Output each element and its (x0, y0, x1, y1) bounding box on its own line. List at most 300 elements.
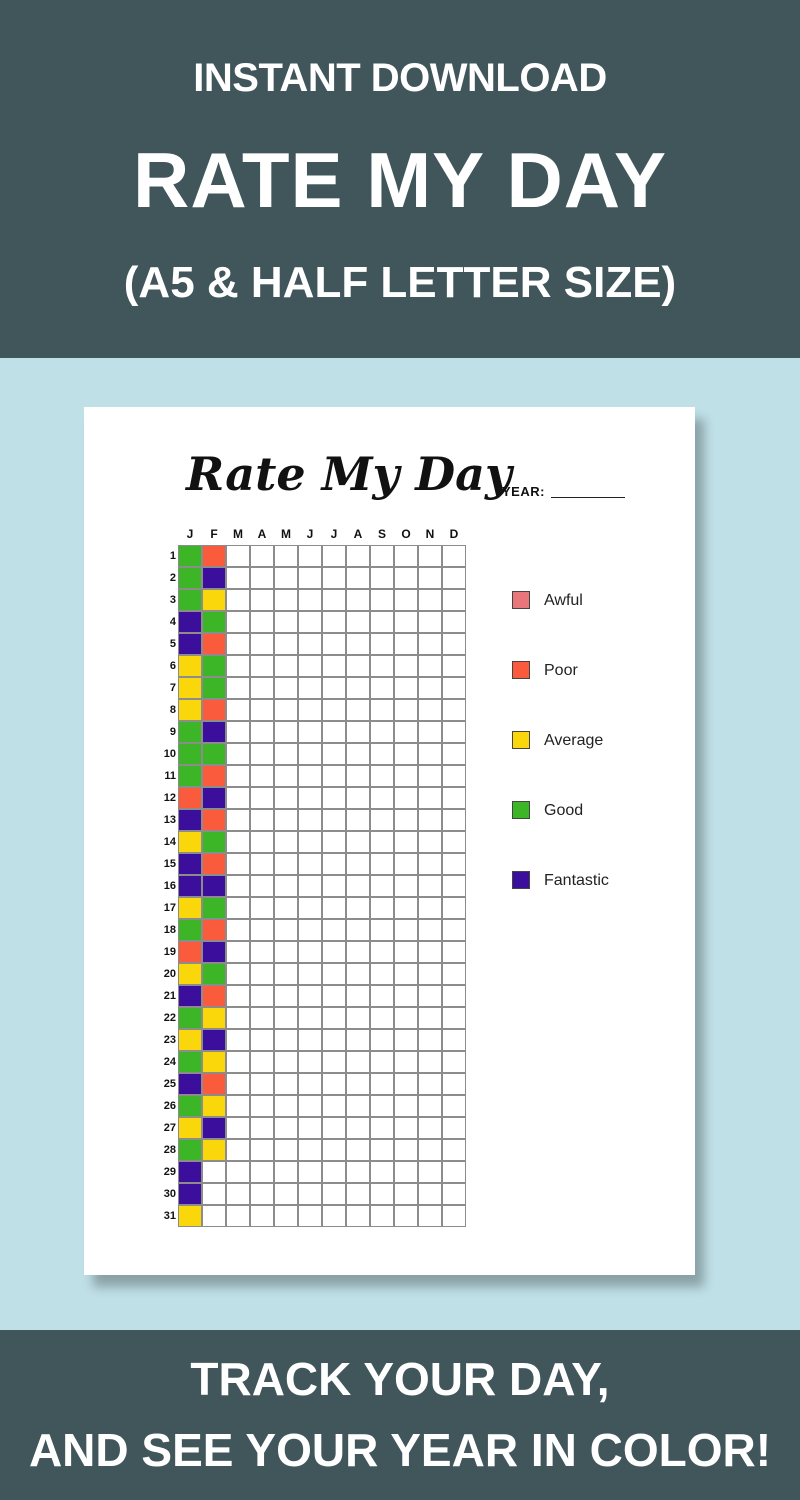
day-cell[interactable] (178, 1139, 202, 1161)
day-cell[interactable] (202, 853, 226, 875)
day-cell[interactable] (202, 875, 226, 897)
day-cell[interactable] (394, 787, 418, 809)
day-cell[interactable] (250, 1117, 274, 1139)
day-cell[interactable] (346, 589, 370, 611)
day-cell[interactable] (346, 919, 370, 941)
day-cell[interactable] (250, 567, 274, 589)
day-cell[interactable] (346, 963, 370, 985)
day-cell[interactable] (250, 1007, 274, 1029)
day-cell[interactable] (442, 875, 466, 897)
day-cell[interactable] (346, 1117, 370, 1139)
day-cell[interactable] (202, 831, 226, 853)
day-cell[interactable] (394, 1029, 418, 1051)
day-cell[interactable] (298, 809, 322, 831)
day-cell[interactable] (418, 611, 442, 633)
day-cell[interactable] (250, 743, 274, 765)
day-cell[interactable] (274, 721, 298, 743)
day-cell[interactable] (178, 721, 202, 743)
day-cell[interactable] (250, 831, 274, 853)
day-cell[interactable] (394, 1139, 418, 1161)
day-cell[interactable] (274, 875, 298, 897)
day-cell[interactable] (394, 897, 418, 919)
day-cell[interactable] (250, 1139, 274, 1161)
day-cell[interactable] (418, 765, 442, 787)
day-cell[interactable] (178, 655, 202, 677)
day-cell[interactable] (178, 963, 202, 985)
day-cell[interactable] (250, 1095, 274, 1117)
day-cell[interactable] (322, 611, 346, 633)
day-cell[interactable] (394, 655, 418, 677)
day-cell[interactable] (442, 1139, 466, 1161)
day-cell[interactable] (322, 1183, 346, 1205)
day-cell[interactable] (322, 1007, 346, 1029)
day-cell[interactable] (298, 589, 322, 611)
day-cell[interactable] (346, 1051, 370, 1073)
day-cell[interactable] (394, 611, 418, 633)
day-cell[interactable] (202, 699, 226, 721)
day-cell[interactable] (226, 963, 250, 985)
day-cell[interactable] (370, 897, 394, 919)
day-cell[interactable] (250, 1029, 274, 1051)
day-cell[interactable] (178, 1029, 202, 1051)
day-cell[interactable] (418, 567, 442, 589)
day-cell[interactable] (274, 1029, 298, 1051)
day-cell[interactable] (370, 1139, 394, 1161)
day-cell[interactable] (274, 567, 298, 589)
day-cell[interactable] (418, 831, 442, 853)
day-cell[interactable] (274, 1007, 298, 1029)
day-cell[interactable] (202, 611, 226, 633)
day-cell[interactable] (322, 633, 346, 655)
day-cell[interactable] (202, 787, 226, 809)
day-cell[interactable] (250, 963, 274, 985)
day-cell[interactable] (250, 545, 274, 567)
day-cell[interactable] (250, 985, 274, 1007)
day-cell[interactable] (346, 633, 370, 655)
day-cell[interactable] (226, 1051, 250, 1073)
day-cell[interactable] (322, 655, 346, 677)
day-cell[interactable] (226, 809, 250, 831)
day-cell[interactable] (250, 809, 274, 831)
day-cell[interactable] (226, 677, 250, 699)
day-cell[interactable] (394, 567, 418, 589)
day-cell[interactable] (322, 985, 346, 1007)
day-cell[interactable] (250, 611, 274, 633)
day-cell[interactable] (250, 919, 274, 941)
day-cell[interactable] (178, 853, 202, 875)
day-cell[interactable] (202, 1095, 226, 1117)
day-cell[interactable] (418, 1095, 442, 1117)
day-cell[interactable] (226, 721, 250, 743)
day-cell[interactable] (226, 545, 250, 567)
day-cell[interactable] (370, 633, 394, 655)
day-cell[interactable] (202, 677, 226, 699)
day-cell[interactable] (346, 853, 370, 875)
day-cell[interactable] (346, 699, 370, 721)
day-cell[interactable] (274, 699, 298, 721)
day-cell[interactable] (202, 721, 226, 743)
day-cell[interactable] (202, 941, 226, 963)
day-cell[interactable] (370, 985, 394, 1007)
day-cell[interactable] (346, 1007, 370, 1029)
day-cell[interactable] (274, 655, 298, 677)
day-cell[interactable] (394, 699, 418, 721)
day-cell[interactable] (394, 985, 418, 1007)
day-cell[interactable] (322, 941, 346, 963)
day-cell[interactable] (226, 787, 250, 809)
day-cell[interactable] (274, 985, 298, 1007)
day-cell[interactable] (202, 743, 226, 765)
day-cell[interactable] (442, 655, 466, 677)
day-cell[interactable] (226, 985, 250, 1007)
day-cell[interactable] (226, 589, 250, 611)
day-cell[interactable] (418, 1073, 442, 1095)
day-cell[interactable] (202, 985, 226, 1007)
day-cell[interactable] (274, 633, 298, 655)
day-cell[interactable] (370, 765, 394, 787)
day-cell[interactable] (418, 919, 442, 941)
day-cell[interactable] (442, 941, 466, 963)
day-cell[interactable] (322, 831, 346, 853)
day-cell[interactable] (418, 743, 442, 765)
day-cell[interactable] (442, 721, 466, 743)
day-cell[interactable] (394, 875, 418, 897)
day-cell[interactable] (346, 545, 370, 567)
day-cell[interactable] (322, 919, 346, 941)
day-cell[interactable] (226, 765, 250, 787)
day-cell[interactable] (370, 1095, 394, 1117)
day-cell[interactable] (298, 1161, 322, 1183)
day-cell[interactable] (346, 1073, 370, 1095)
day-cell[interactable] (298, 1117, 322, 1139)
day-cell[interactable] (346, 787, 370, 809)
day-cell[interactable] (370, 743, 394, 765)
day-cell[interactable] (418, 1029, 442, 1051)
day-cell[interactable] (418, 1007, 442, 1029)
day-cell[interactable] (226, 919, 250, 941)
day-cell[interactable] (346, 677, 370, 699)
day-cell[interactable] (418, 633, 442, 655)
day-cell[interactable] (274, 1183, 298, 1205)
day-cell[interactable] (370, 787, 394, 809)
day-cell[interactable] (178, 1117, 202, 1139)
day-cell[interactable] (274, 677, 298, 699)
day-cell[interactable] (442, 765, 466, 787)
day-cell[interactable] (274, 853, 298, 875)
day-cell[interactable] (442, 985, 466, 1007)
day-cell[interactable] (298, 787, 322, 809)
day-cell[interactable] (442, 963, 466, 985)
day-cell[interactable] (442, 1183, 466, 1205)
day-cell[interactable] (298, 919, 322, 941)
day-cell[interactable] (274, 589, 298, 611)
day-cell[interactable] (298, 765, 322, 787)
day-cell[interactable] (274, 1161, 298, 1183)
day-cell[interactable] (250, 1161, 274, 1183)
day-cell[interactable] (250, 765, 274, 787)
day-cell[interactable] (346, 1183, 370, 1205)
day-cell[interactable] (202, 963, 226, 985)
day-cell[interactable] (250, 941, 274, 963)
day-cell[interactable] (322, 1095, 346, 1117)
day-cell[interactable] (202, 765, 226, 787)
day-cell[interactable] (178, 1051, 202, 1073)
day-cell[interactable] (274, 743, 298, 765)
day-cell[interactable] (298, 1073, 322, 1095)
day-cell[interactable] (298, 567, 322, 589)
day-cell[interactable] (178, 919, 202, 941)
day-cell[interactable] (370, 1007, 394, 1029)
day-cell[interactable] (370, 611, 394, 633)
day-cell[interactable] (370, 1073, 394, 1095)
day-cell[interactable] (298, 941, 322, 963)
day-cell[interactable] (394, 941, 418, 963)
day-cell[interactable] (418, 941, 442, 963)
day-cell[interactable] (394, 809, 418, 831)
day-cell[interactable] (250, 1205, 274, 1227)
day-cell[interactable] (322, 721, 346, 743)
day-cell[interactable] (298, 677, 322, 699)
day-cell[interactable] (394, 1095, 418, 1117)
day-cell[interactable] (394, 545, 418, 567)
day-cell[interactable] (394, 1183, 418, 1205)
day-cell[interactable] (298, 1183, 322, 1205)
day-cell[interactable] (322, 1205, 346, 1227)
day-cell[interactable] (226, 1029, 250, 1051)
day-cell[interactable] (178, 589, 202, 611)
day-cell[interactable] (226, 655, 250, 677)
day-cell[interactable] (322, 875, 346, 897)
day-cell[interactable] (346, 567, 370, 589)
day-cell[interactable] (298, 655, 322, 677)
day-cell[interactable] (394, 589, 418, 611)
day-cell[interactable] (178, 1161, 202, 1183)
day-cell[interactable] (322, 787, 346, 809)
day-cell[interactable] (202, 1117, 226, 1139)
day-cell[interactable] (346, 655, 370, 677)
day-cell[interactable] (442, 831, 466, 853)
day-cell[interactable] (178, 875, 202, 897)
day-cell[interactable] (274, 787, 298, 809)
day-cell[interactable] (442, 567, 466, 589)
day-cell[interactable] (202, 809, 226, 831)
day-cell[interactable] (274, 1073, 298, 1095)
day-cell[interactable] (178, 809, 202, 831)
day-cell[interactable] (226, 941, 250, 963)
day-cell[interactable] (226, 1205, 250, 1227)
day-cell[interactable] (418, 809, 442, 831)
day-cell[interactable] (418, 787, 442, 809)
day-cell[interactable] (370, 589, 394, 611)
day-cell[interactable] (274, 919, 298, 941)
day-cell[interactable] (418, 963, 442, 985)
day-cell[interactable] (226, 831, 250, 853)
day-cell[interactable] (226, 567, 250, 589)
day-cell[interactable] (442, 787, 466, 809)
day-cell[interactable] (322, 589, 346, 611)
day-cell[interactable] (322, 1073, 346, 1095)
day-cell[interactable] (322, 1029, 346, 1051)
day-cell[interactable] (394, 721, 418, 743)
day-cell[interactable] (418, 853, 442, 875)
day-cell[interactable] (298, 1095, 322, 1117)
day-cell[interactable] (226, 853, 250, 875)
day-cell[interactable] (250, 721, 274, 743)
day-cell[interactable] (394, 853, 418, 875)
day-cell[interactable] (298, 611, 322, 633)
day-cell[interactable] (226, 1117, 250, 1139)
day-cell[interactable] (442, 743, 466, 765)
day-cell[interactable] (442, 677, 466, 699)
day-cell[interactable] (442, 1117, 466, 1139)
day-cell[interactable] (346, 875, 370, 897)
day-cell[interactable] (322, 1161, 346, 1183)
day-cell[interactable] (370, 1205, 394, 1227)
day-cell[interactable] (370, 1161, 394, 1183)
day-cell[interactable] (274, 1051, 298, 1073)
day-cell[interactable] (178, 765, 202, 787)
day-cell[interactable] (418, 1051, 442, 1073)
day-cell[interactable] (322, 1051, 346, 1073)
day-cell[interactable] (250, 655, 274, 677)
day-cell[interactable] (442, 589, 466, 611)
day-cell[interactable] (442, 633, 466, 655)
day-cell[interactable] (178, 941, 202, 963)
day-cell[interactable] (250, 589, 274, 611)
day-cell[interactable] (418, 1161, 442, 1183)
day-cell[interactable] (298, 721, 322, 743)
day-cell[interactable] (298, 1051, 322, 1073)
day-cell[interactable] (298, 1205, 322, 1227)
day-cell[interactable] (226, 1139, 250, 1161)
day-cell[interactable] (274, 1139, 298, 1161)
day-cell[interactable] (178, 611, 202, 633)
day-cell[interactable] (394, 677, 418, 699)
day-cell[interactable] (442, 919, 466, 941)
day-cell[interactable] (394, 1161, 418, 1183)
day-cell[interactable] (250, 1073, 274, 1095)
day-cell[interactable] (298, 699, 322, 721)
day-cell[interactable] (394, 1205, 418, 1227)
day-cell[interactable] (322, 809, 346, 831)
day-cell[interactable] (418, 1183, 442, 1205)
day-cell[interactable] (370, 919, 394, 941)
day-cell[interactable] (298, 985, 322, 1007)
day-cell[interactable] (346, 611, 370, 633)
day-cell[interactable] (202, 1051, 226, 1073)
day-cell[interactable] (394, 1051, 418, 1073)
day-cell[interactable] (298, 545, 322, 567)
day-cell[interactable] (322, 1117, 346, 1139)
day-cell[interactable] (178, 699, 202, 721)
day-cell[interactable] (226, 897, 250, 919)
day-cell[interactable] (418, 677, 442, 699)
day-cell[interactable] (394, 743, 418, 765)
day-cell[interactable] (442, 897, 466, 919)
day-cell[interactable] (226, 1161, 250, 1183)
day-cell[interactable] (226, 611, 250, 633)
day-cell[interactable] (298, 875, 322, 897)
day-cell[interactable] (178, 1205, 202, 1227)
day-cell[interactable] (274, 897, 298, 919)
day-cell[interactable] (346, 1161, 370, 1183)
day-cell[interactable] (178, 545, 202, 567)
day-cell[interactable] (394, 1073, 418, 1095)
day-cell[interactable] (274, 809, 298, 831)
day-cell[interactable] (202, 1205, 226, 1227)
day-cell[interactable] (322, 897, 346, 919)
day-cell[interactable] (442, 853, 466, 875)
day-cell[interactable] (178, 787, 202, 809)
day-cell[interactable] (226, 875, 250, 897)
day-cell[interactable] (226, 743, 250, 765)
day-cell[interactable] (226, 1095, 250, 1117)
day-cell[interactable] (178, 743, 202, 765)
day-cell[interactable] (346, 831, 370, 853)
day-cell[interactable] (226, 1007, 250, 1029)
day-cell[interactable] (202, 655, 226, 677)
day-cell[interactable] (178, 1095, 202, 1117)
day-cell[interactable] (346, 1139, 370, 1161)
day-cell[interactable] (202, 1183, 226, 1205)
day-cell[interactable] (322, 765, 346, 787)
day-cell[interactable] (178, 1073, 202, 1095)
day-cell[interactable] (298, 1007, 322, 1029)
day-cell[interactable] (226, 699, 250, 721)
day-cell[interactable] (442, 1029, 466, 1051)
day-cell[interactable] (250, 897, 274, 919)
day-cell[interactable] (202, 589, 226, 611)
day-cell[interactable] (202, 1161, 226, 1183)
day-cell[interactable] (202, 545, 226, 567)
day-cell[interactable] (178, 567, 202, 589)
day-cell[interactable] (250, 787, 274, 809)
day-cell[interactable] (250, 633, 274, 655)
day-cell[interactable] (394, 1117, 418, 1139)
day-cell[interactable] (418, 1205, 442, 1227)
day-cell[interactable] (250, 1051, 274, 1073)
day-cell[interactable] (178, 831, 202, 853)
day-cell[interactable] (322, 677, 346, 699)
day-cell[interactable] (298, 963, 322, 985)
day-cell[interactable] (274, 1095, 298, 1117)
day-cell[interactable] (394, 1007, 418, 1029)
day-cell[interactable] (442, 1205, 466, 1227)
day-cell[interactable] (322, 1139, 346, 1161)
day-cell[interactable] (346, 985, 370, 1007)
day-cell[interactable] (418, 985, 442, 1007)
day-cell[interactable] (346, 1205, 370, 1227)
day-cell[interactable] (418, 897, 442, 919)
day-cell[interactable] (346, 941, 370, 963)
day-cell[interactable] (226, 633, 250, 655)
day-cell[interactable] (442, 1007, 466, 1029)
day-cell[interactable] (346, 809, 370, 831)
day-cell[interactable] (442, 809, 466, 831)
day-cell[interactable] (250, 677, 274, 699)
day-cell[interactable] (250, 853, 274, 875)
day-cell[interactable] (202, 1139, 226, 1161)
day-cell[interactable] (178, 1183, 202, 1205)
day-cell[interactable] (274, 941, 298, 963)
day-cell[interactable] (178, 897, 202, 919)
day-cell[interactable] (346, 721, 370, 743)
day-cell[interactable] (370, 875, 394, 897)
day-cell[interactable] (418, 699, 442, 721)
day-cell[interactable] (178, 677, 202, 699)
day-cell[interactable] (370, 831, 394, 853)
day-cell[interactable] (394, 963, 418, 985)
